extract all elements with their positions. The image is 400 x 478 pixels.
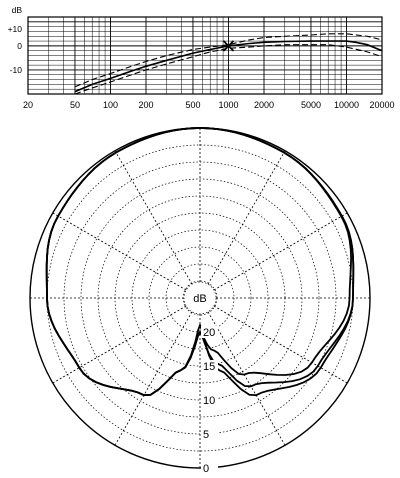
frequency-x-tick-label: 500 [185, 100, 201, 110]
frequency-y-tick-label: 0 [17, 40, 22, 51]
polar-spoke [214, 306, 347, 383]
polar-pattern-chart [30, 128, 370, 475]
polar-spoke [214, 213, 347, 290]
polar-radial-tick-label: 15 [203, 361, 216, 373]
polar-radial-tick-label: 20 [203, 327, 216, 339]
polar-radial-tick-label: 5 [203, 429, 210, 441]
frequency-x-tick-label: 20000 [369, 100, 395, 110]
frequency-x-tick-label: 200 [138, 100, 154, 110]
frequency-y-tick-label: +10 [7, 23, 22, 34]
frequency-x-tick-label: 50 [69, 100, 80, 110]
frequency-x-tick-label: 10000 [333, 100, 359, 110]
polar-radial-tick-label: 0 [203, 463, 210, 475]
frequency-grid [28, 17, 382, 94]
frequency-y-tick-label: dB [11, 5, 22, 15]
frequency-response-chart [8, 5, 395, 110]
frequency-x-tick-label: 100 [102, 100, 118, 110]
polar-radial-tick-labels [193, 293, 218, 475]
frequency-x-tick-label: 1000 [218, 100, 239, 110]
frequency-y-tick-labels [8, 5, 23, 75]
polar-spoke [115, 312, 192, 445]
frequency-x-tick-label: 20 [22, 100, 34, 110]
frequency-x-tick-label: 2000 [253, 100, 275, 110]
polar-series-line [47, 128, 351, 395]
frequency-x-tick-label: 5000 [300, 100, 321, 110]
polar-spoke [208, 312, 285, 445]
polar-spoke [208, 151, 285, 284]
polar-center-label: dB [193, 293, 207, 305]
polar-spoke [53, 213, 186, 290]
polar-radial-tick-label: 10 [203, 395, 216, 407]
polar-spoke [53, 306, 186, 383]
frequency-x-tick-labels [23, 100, 395, 110]
frequency-y-tick-label: -10 [9, 64, 22, 75]
polar-spoke [115, 151, 192, 284]
